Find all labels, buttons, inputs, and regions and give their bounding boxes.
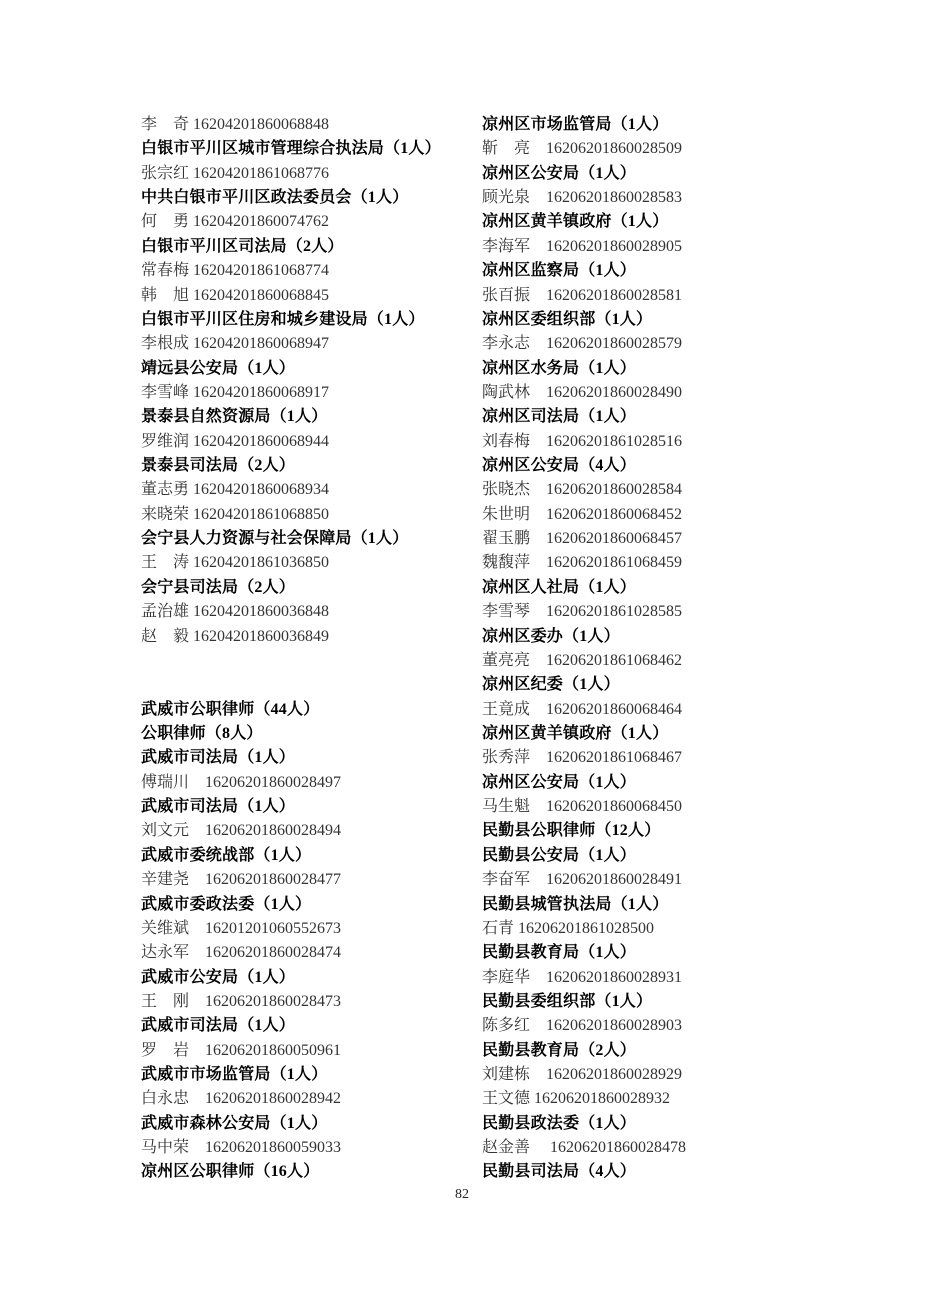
lawyer-entry: 白永忠 16206201860028942: [141, 1090, 342, 1108]
org-heading: 凉州区人社局（1人）: [482, 578, 637, 596]
org-heading: 武威市公职律师（44人）: [141, 700, 320, 718]
lawyer-entry: 刘建栋 16206201860028929: [482, 1066, 683, 1084]
lawyer-entry: 董志勇 16204201860068934: [141, 481, 330, 499]
lawyer-entry: 刘春梅 16206201861028516: [482, 432, 683, 450]
lawyer-entry: 马生魁 16206201860068450: [482, 798, 683, 816]
org-heading: 凉州区黄羊镇政府（1人）: [482, 213, 669, 231]
org-heading: 凉州区纪委（1人）: [482, 676, 620, 694]
org-heading: 凉州区公职律师（16人）: [141, 1163, 320, 1181]
lawyer-entry: 翟玉鹏 16206201860068457: [482, 530, 683, 548]
org-heading: 民勤县司法局（4人）: [482, 1163, 637, 1181]
lawyer-entry: 王 涛 16204201861036850: [141, 554, 330, 572]
lawyer-entry: 石青 16206201861028500: [482, 919, 655, 937]
lawyer-entry: 赵金善 16206201860028478: [482, 1139, 687, 1157]
org-heading: 民勤县委组织部（1人）: [482, 992, 653, 1010]
right-column: [482, 113, 812, 1185]
lawyer-entry: 罗 岩 16206201860050961: [141, 1041, 342, 1059]
lawyer-entry: 李雪峰 16204201860068917: [141, 383, 330, 401]
org-heading: 凉州区公安局（4人）: [482, 457, 637, 475]
lawyer-entry: 顾光泉 16206201860028583: [482, 189, 683, 207]
org-heading: 民勤县公安局（1人）: [482, 846, 637, 864]
org-heading: 武威市司法局（1人）: [141, 749, 296, 767]
org-heading: 武威市委政法委（1人）: [141, 895, 312, 913]
org-heading: 凉州区委办（1人）: [482, 627, 620, 645]
lawyer-entry: 韩 旭 16204201860068845: [141, 286, 330, 304]
lawyer-entry: 何 勇 16204201860074762: [141, 213, 330, 231]
org-heading: 凉州区司法局（1人）: [482, 408, 637, 426]
lawyer-entry: 王竟成 16206201860068464: [482, 700, 683, 718]
org-heading: 民勤县教育局（1人）: [482, 944, 637, 962]
left-column-block: [141, 698, 461, 1185]
lawyer-entry: 靳 亮 16206201860028509: [482, 140, 683, 158]
lawyer-entry: 李庭华 16206201860028931: [482, 968, 683, 986]
lawyer-entry: 张百振 16206201860028581: [482, 286, 683, 304]
lawyer-entry: 张秀萍 16206201861068467: [482, 749, 683, 767]
right-column-block: [482, 113, 812, 1185]
org-heading: 景泰县自然资源局（1人）: [141, 408, 328, 426]
org-heading: 景泰县司法局（2人）: [141, 457, 296, 475]
lawyer-entry: 董亮亮 16206201861068462: [482, 651, 683, 669]
lawyer-entry: 来晓荣 16204201861068850: [141, 505, 330, 523]
left-column-block: [141, 113, 461, 649]
org-heading: 白银市平川区司法局（2人）: [141, 237, 344, 255]
lawyer-entry: 陶武林 16206201860028490: [482, 383, 683, 401]
lawyer-entry: 刘文元 16206201860028494: [141, 822, 342, 840]
org-heading: 武威市司法局（1人）: [141, 1017, 296, 1035]
org-heading: 民勤县政法委（1人）: [482, 1114, 637, 1132]
lawyer-entry: 魏馥萍 16206201861068459: [482, 554, 683, 572]
org-heading: 民勤县公职律师（12人）: [482, 822, 661, 840]
org-heading: 白银市平川区城市管理综合执法局（1人）: [141, 140, 441, 158]
left-column: [141, 113, 461, 1185]
org-heading: 会宁县司法局（2人）: [141, 578, 296, 596]
lawyer-entry: 达永军 16206201860028474: [141, 944, 342, 962]
lawyer-entry: 张宗红 16204201861068776: [141, 164, 330, 182]
page-number: 82: [455, 1187, 469, 1202]
lawyer-entry: 王 刚 16206201860028473: [141, 992, 342, 1010]
lawyer-entry: 陈多红 16206201860028903: [482, 1017, 683, 1035]
lawyer-entry: 王文德 16206201860028932: [482, 1090, 671, 1108]
lawyer-entry: 傅瑞川 16206201860028497: [141, 773, 342, 791]
lawyer-entry: 赵 毅 16204201860036849: [141, 627, 330, 645]
lawyer-entry: 关维斌 16201201060552673: [141, 919, 342, 937]
org-heading: 凉州区水务局（1人）: [482, 359, 637, 377]
org-heading: 凉州区监察局（1人）: [482, 262, 637, 280]
lawyer-entry: 马中荣 16206201860059033: [141, 1139, 342, 1157]
org-heading: 白银市平川区住房和城乡建设局（1人）: [141, 310, 425, 328]
org-heading: 武威市公安局（1人）: [141, 968, 296, 986]
lawyer-entry: 李奋军 16206201860028491: [482, 871, 683, 889]
org-heading: 凉州区黄羊镇政府（1人）: [482, 724, 669, 742]
org-heading: 武威市司法局（1人）: [141, 798, 296, 816]
org-heading: 凉州区委组织部（1人）: [482, 310, 653, 328]
lawyer-entry: 张晓杰 16206201860028584: [482, 481, 683, 499]
org-heading: 武威市委统战部（1人）: [141, 846, 312, 864]
lawyer-entry: 辛建尧 16206201860028477: [141, 871, 342, 889]
org-heading: 凉州区公安局（1人）: [482, 164, 637, 182]
lawyer-entry: 常春梅 16204201861068774: [141, 262, 330, 280]
org-heading: 民勤县教育局（2人）: [482, 1041, 637, 1059]
org-heading: 凉州区市场监管局（1人）: [482, 116, 669, 133]
org-heading: 武威市市场监管局（1人）: [141, 1066, 328, 1084]
lawyer-entry: 李海军 16206201860028905: [482, 237, 683, 255]
org-heading: 会宁县人力资源与社会保障局（1人）: [141, 530, 409, 548]
lawyer-entry: 罗维润 16204201860068944: [141, 432, 330, 450]
org-heading: 公职律师（8人）: [141, 725, 263, 742]
lawyer-entry: 李永志 16206201860028579: [482, 335, 683, 353]
org-heading: 武威市森林公安局（1人）: [141, 1114, 328, 1132]
org-heading: 民勤县城管执法局（1人）: [482, 895, 669, 913]
lawyer-entry: 朱世明 16206201860068452: [482, 505, 683, 523]
lawyer-entry: 李根成 16204201860068947: [141, 335, 330, 353]
org-heading: 中共白银市平川区政法委员会（1人）: [141, 189, 409, 207]
org-heading: 靖远县公安局（1人）: [141, 359, 296, 377]
lawyer-entry: 李雪琴 16206201861028585: [482, 603, 683, 621]
lawyer-entry: 李 奇 16204201860068848: [141, 116, 330, 133]
org-heading: 凉州区公安局（1人）: [482, 773, 637, 791]
lawyer-entry: 孟治雄 16204201860036848: [141, 603, 330, 621]
